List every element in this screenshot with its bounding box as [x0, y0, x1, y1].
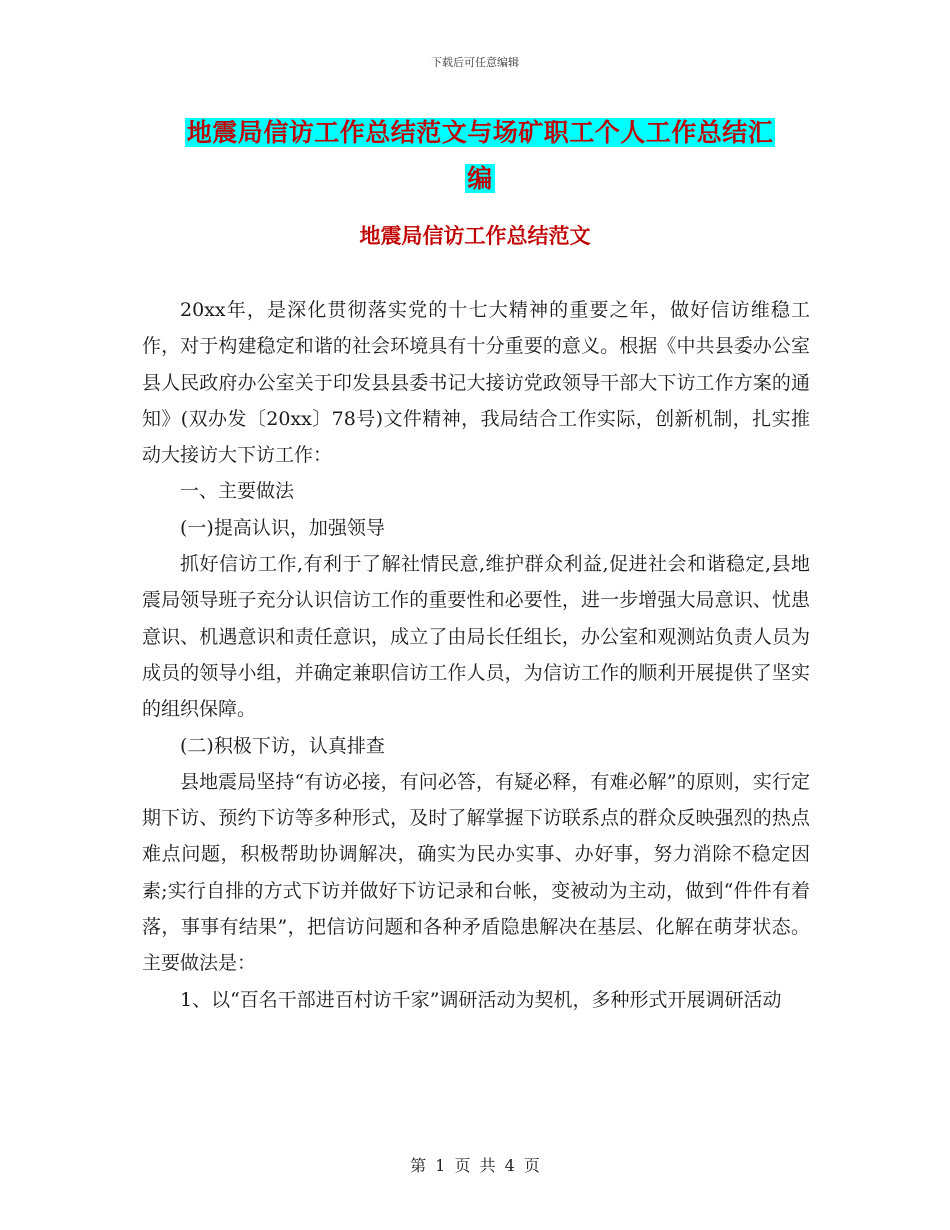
- paragraph: 一、主要做法: [180, 480, 295, 503]
- page-number: 第 1 页 共 4 页: [410, 1156, 540, 1175]
- header-note: 下载后可任意编辑: [431, 56, 519, 69]
- section-title: 地震局信访工作总结范文: [359, 224, 591, 248]
- paragraph: (二)积极下访，认真排查: [180, 734, 385, 757]
- title-line-1: 地震局信访工作总结范文与场矿职工个人工作总结汇: [186, 118, 774, 147]
- paragraph: 县地震局坚持“有访必接，有问必答，有疑必释，有难必解”的原则，实行定期下访、预约下访等多种形式，及时了解掌握下访联系点的群众反映强烈的热点难点问题，积极帮助协调解决，确实为民办实事、办好事，努力消除不稳定因素;实行自排的方式下访并做好下访记录和台帐，变被动为主动，做到“件件有着落，事事有结果”，把信访问题和各种矛盾隐患解决在基层、化解在萌芽状态。主要做法是：: [142, 770, 810, 975]
- paragraph: (一)提高认识，加强领导: [180, 516, 385, 539]
- paragraph: 20xx年，是深化贯彻落实党的十七大精神的重要之年，做好信访维稳工作，对于构建稳定和谐的社会环境具有十分重要的意义。根据《中共县委办公室县人民政府办公室关于印发县县委书记大接访党政领导干部大下访工作方案的通知》(双办发〔20xx〕78号)文件精神，我局结合工作实际，创新机制，扎实推动大接访大下访工作：: [142, 299, 810, 467]
- paragraph: 抓好信访工作,有利于了解社情民意,维护群众利益,促进社会和谐稳定,县地震局领导班子充分认识信访工作的重要性和必要性，进一步增强大局意识、忧患意识、机遇意识和责任意识，成立了由局长任组长，办公室和观测站负责人员为成员的领导小组，并确定兼职信访工作人员，为信访工作的顺利开展提供了坚实的组织保障。: [142, 553, 810, 721]
- title-line-2: 编: [467, 164, 493, 193]
- document-title: [140, 110, 820, 202]
- document-body: [142, 292, 810, 1018]
- paragraph: 1、以“百名干部进百村访千家”调研活动为契机，多种形式开展调研活动: [180, 988, 782, 1011]
